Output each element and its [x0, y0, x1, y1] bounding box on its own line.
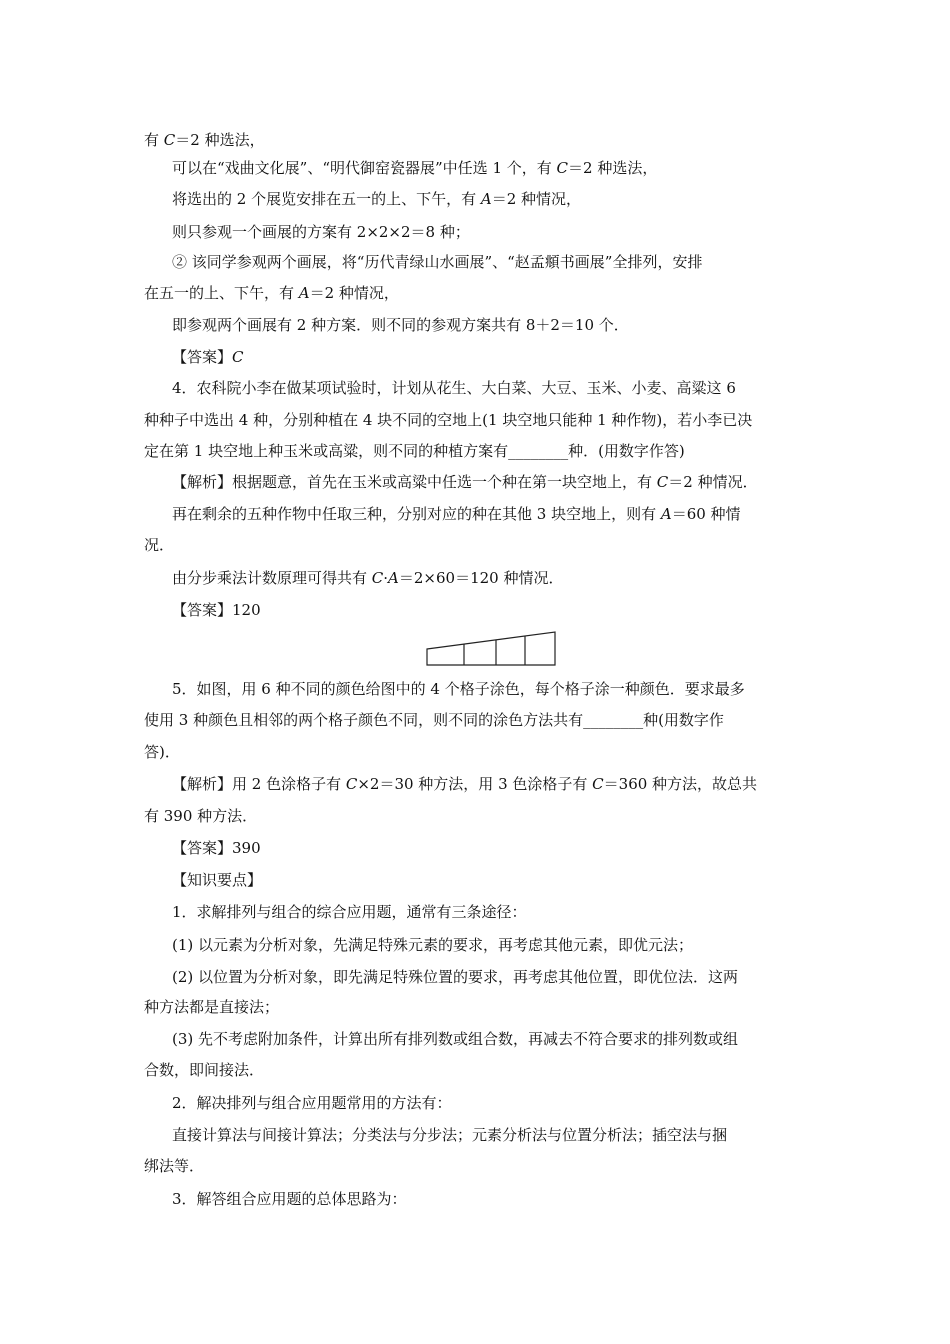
math-variable: A — [388, 569, 399, 587]
text-segment: ＝2×60＝120 种情况． — [398, 569, 564, 587]
text-segment: 【答案】120 — [172, 601, 261, 619]
text-segment: 【答案】390 — [172, 839, 261, 857]
knowledge-points-heading — [172, 870, 950, 890]
math-variable: A — [298, 284, 310, 302]
text-segment: 可以在“戏曲文化展”、“明代御窑瓷器展”中任选 1 个，有 — [172, 159, 557, 177]
text-line — [144, 806, 950, 826]
text-segment: ＝360 种方法，故总共 — [603, 775, 758, 793]
grid-figure — [426, 631, 558, 667]
text-segment: 有 390 种方法． — [144, 807, 258, 825]
math-variable: A — [480, 190, 492, 208]
text-line — [172, 1125, 950, 1145]
text-line — [144, 1156, 950, 1176]
text-segment: (1) 以元素为分析对象，先满足特殊元素的要求，再考虑其他元素，即优元法； — [172, 936, 694, 954]
text-segment: 5．如图，用 6 种不同的颜色给图中的 4 个格子涂色，每个格子涂一种颜色．要求最多 — [172, 680, 745, 698]
text-segment: 答)． — [144, 743, 180, 761]
text-line — [172, 504, 950, 524]
text-segment: · — [383, 569, 389, 587]
text-segment: (2) 以位置为分析对象，即先满足特殊位置的要求，再考虑其他位置，即优位法．这两 — [172, 968, 739, 986]
text-line — [144, 535, 950, 555]
text-segment: ＝2 种选法， — [175, 131, 265, 149]
text-segment: 【知识要点】 — [172, 871, 263, 889]
text-segment: 合数，即间接法． — [144, 1061, 265, 1079]
text-line — [172, 935, 950, 955]
text-segment: 况． — [144, 536, 175, 554]
text-segment: 【答案】 — [172, 348, 233, 366]
answer-label — [172, 838, 950, 858]
text-line — [172, 189, 950, 209]
text-line — [172, 902, 950, 922]
text-line — [172, 1093, 950, 1113]
text-segment: 直接计算法与间接计算法；分类法与分步法；元素分析法与位置分析法；插空法与捆 — [172, 1126, 728, 1144]
text-segment: 2．解决排列与组合应用题常用的方法有： — [172, 1094, 452, 1112]
text-line — [144, 742, 950, 762]
text-line — [144, 997, 950, 1017]
text-segment: 3．解答组合应用题的总体思路为： — [172, 1190, 407, 1208]
text-line — [172, 1189, 950, 1209]
problem-5 — [172, 679, 950, 699]
text-segment: (3) 先不考虑附加条件，计算出所有排列数或组合数，再减去不符合要求的排列数或组 — [172, 1030, 739, 1048]
text-segment: 再在剩余的五种作物中任取三种，分别对应的种在其他 3 块空地上，则有 — [172, 505, 661, 523]
figure-outline — [427, 632, 555, 665]
text-line — [172, 158, 950, 178]
text-line — [144, 130, 950, 150]
text-segment: ＝2 种情况． — [668, 473, 758, 491]
answer-label — [172, 600, 950, 620]
text-line — [172, 222, 950, 242]
text-segment: 种方法都是直接法； — [144, 998, 280, 1016]
text-segment: 【解析】用 2 色涂格子有 — [172, 775, 346, 793]
text-segment: ② 该同学参观两个画展，将“历代青绿山水画展”、“赵孟頫书画展”全排列，安排 — [172, 253, 703, 271]
analysis-label — [172, 774, 950, 794]
text-line — [172, 967, 950, 987]
math-variable: C — [163, 131, 176, 149]
text-segment: ＝2 种情况， — [309, 284, 399, 302]
analysis-label — [172, 472, 950, 492]
text-line — [144, 710, 950, 730]
math-variable: C — [656, 473, 669, 491]
text-segment: 种种子中选出 4 种，分别种植在 4 块不同的空地上(1 块空地只能种 1 种作物)，若小李已决 — [144, 411, 753, 429]
text-segment: 在五一的上、下午，有 — [144, 284, 299, 302]
text-line — [144, 283, 950, 303]
math-variable: C — [345, 775, 358, 793]
text-line — [172, 568, 950, 588]
math-variable: C — [592, 775, 604, 793]
text-line — [172, 1029, 950, 1049]
problem-4 — [172, 378, 950, 398]
text-segment: ＝2 种情况， — [491, 190, 582, 208]
text-line — [144, 1060, 950, 1080]
text-segment: 绑法等． — [144, 1157, 205, 1175]
text-segment: ＝2 种选法， — [568, 159, 658, 177]
text-line — [172, 315, 950, 335]
text-segment: 定在第 1 块空地上种玉米或高粱，则不同的种植方案有________种．(用数字作答) — [144, 442, 685, 460]
math-variable: C — [232, 348, 244, 366]
text-line — [172, 252, 950, 272]
text-segment: 4．农科院小李在做某项试验时，计划从花生、大白菜、大豆、玉米、小麦、高粱这 6 — [172, 379, 736, 397]
answer-label — [172, 347, 950, 367]
text-segment: 将选出的 2 个展览安排在五一的上、下午，有 — [172, 190, 481, 208]
text-segment: 则只参观一个画展的方案有 2×2×2＝8 种； — [172, 223, 470, 241]
text-segment: 使用 3 种颜色且相邻的两个格子颜色不同，则不同的涂色方法共有________种(用数字作 — [144, 711, 724, 729]
math-variable: A — [660, 505, 672, 523]
text-segment: 有 — [144, 131, 164, 149]
text-segment: ＝60 种情 — [671, 505, 741, 523]
text-line — [144, 441, 950, 461]
text-segment: 【解析】根据题意，首先在玉米或高粱中任选一个种在第一块空地上，有 — [172, 473, 657, 491]
math-variable: C — [556, 159, 569, 177]
math-variable: C — [371, 569, 384, 587]
text-segment: 即参观两个画展有 2 种方案．则不同的参观方案共有 8＋2＝10 个． — [172, 316, 629, 334]
text-segment: 1．求解排列与组合的综合应用题，通常有三条途径： — [172, 903, 527, 921]
text-segment: ×2＝30 种方法，用 3 色涂格子有 — [357, 775, 593, 793]
text-segment: 由分步乘法计数原理可得共有 — [172, 569, 372, 587]
text-line — [144, 410, 950, 430]
